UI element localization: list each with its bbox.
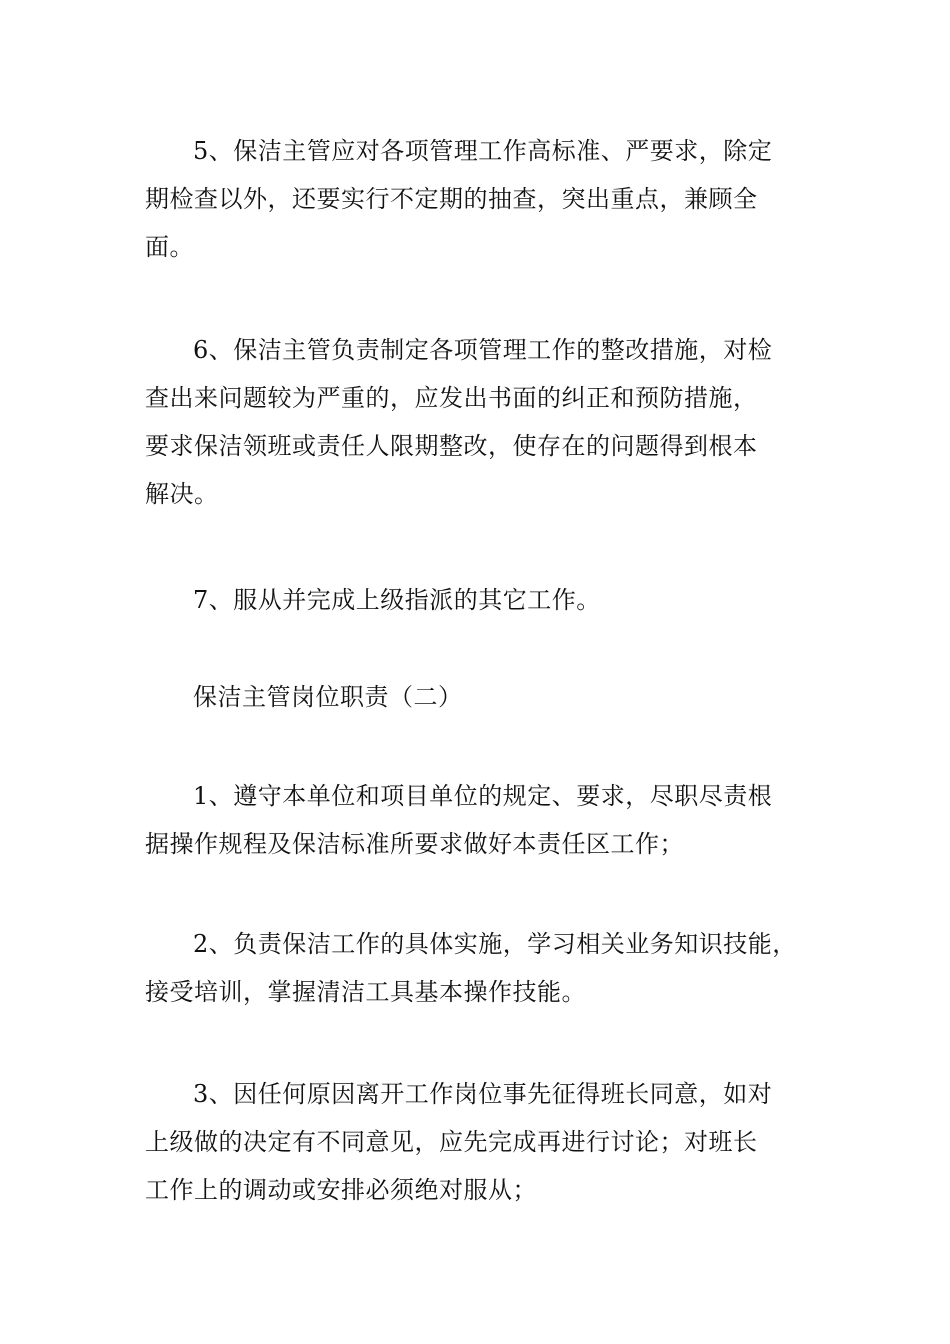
paragraph-line: 5、保洁主管应对各项管理工作高标准、严要求，除定 <box>193 137 773 165</box>
paragraph-line: 查出来问题较为严重的，应发出书面的纠正和预防措施， <box>145 384 758 412</box>
section-heading-text: 保洁主管岗位职责（二） <box>193 683 463 711</box>
paragraph-line: 解决。 <box>145 480 219 508</box>
paragraph-line: 1、遵守本单位和项目单位的规定、要求，尽职尽责根 <box>193 782 773 810</box>
paragraph-line: 面。 <box>145 233 194 261</box>
paragraph-item-7 <box>145 576 810 624</box>
paragraph-line: 6、保洁主管负责制定各项管理工作的整改措施，对检 <box>193 336 773 364</box>
paragraph-line: 要求保洁领班或责任人限期整改，使存在的问题得到根本 <box>145 432 758 460</box>
paragraph-line: 期检查以外，还要实行不定期的抽查，突出重点，兼顾全 <box>145 185 758 213</box>
paragraph-item-6 <box>145 326 810 518</box>
paragraph-line: 上级做的决定有不同意见，应先完成再进行讨论；对班长 <box>145 1128 758 1156</box>
paragraph-line: 7、服从并完成上级指派的其它工作。 <box>193 586 601 614</box>
paragraph-item-3 <box>145 1070 810 1214</box>
paragraph-item-5 <box>145 127 810 271</box>
section-heading <box>145 673 810 721</box>
paragraph-line: 接受培训，掌握清洁工具基本操作技能。 <box>145 978 586 1006</box>
paragraph-item-1 <box>145 772 810 868</box>
paragraph-line: 工作上的调动或安排必须绝对服从； <box>145 1176 537 1204</box>
paragraph-line: 据操作规程及保洁标准所要求做好本责任区工作； <box>145 830 684 858</box>
paragraph-line: 2、负责保洁工作的具体实施，学习相关业务知识技能， <box>193 930 797 958</box>
paragraph-line: 3、因任何原因离开工作岗位事先征得班长同意，如对 <box>193 1080 773 1108</box>
paragraph-item-2 <box>145 920 810 1016</box>
